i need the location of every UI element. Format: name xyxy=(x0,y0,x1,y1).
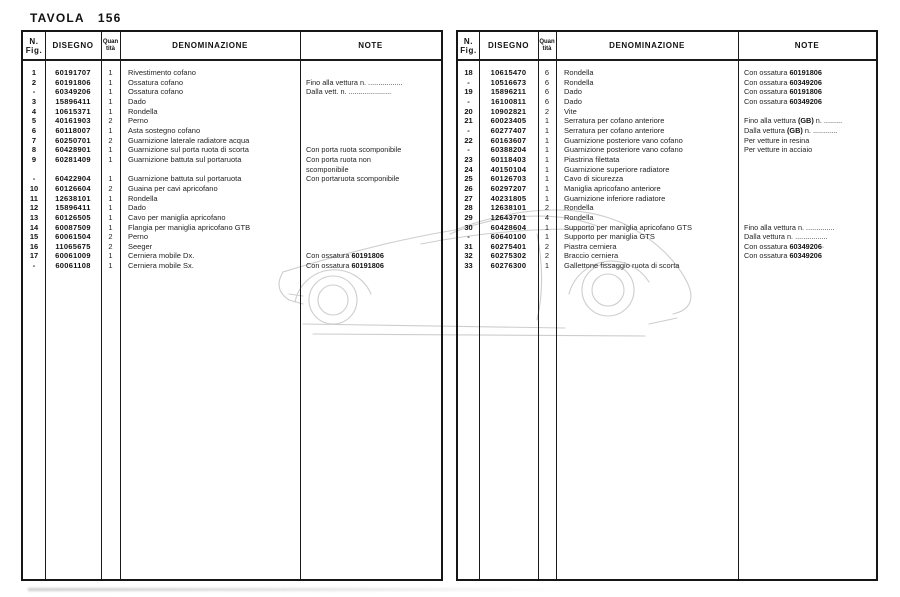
disegno-cell: 10516673 xyxy=(490,77,527,87)
column-header-note-label: NOTE xyxy=(794,41,820,50)
table-row xyxy=(23,261,441,271)
fig-cell: 23 xyxy=(464,154,473,164)
denomination-cell: Supporto per maniglia apricofano GTS xyxy=(564,222,692,232)
note-cell xyxy=(738,107,876,117)
column-header-denominazione-label: DENOMINAZIONE xyxy=(172,41,248,50)
denomination-cell: Cerniera mobile Dx. xyxy=(128,251,195,261)
note-cell xyxy=(738,155,876,165)
qty-cell: 1 xyxy=(544,232,550,242)
denomination-cell: Cavo per maniglia apricofano xyxy=(128,212,226,222)
denomination-cell: Cerniera mobile Sx. xyxy=(128,261,194,271)
note-cell xyxy=(300,126,441,136)
column-header-denominazione xyxy=(120,32,300,59)
qty-cell: 1 xyxy=(544,154,550,164)
qty-cell: 1 xyxy=(544,135,550,145)
table-row xyxy=(23,126,441,136)
disegno-cell: 60191707 xyxy=(55,68,91,77)
fig-cell: 3 xyxy=(31,96,37,106)
table-row xyxy=(458,213,876,223)
fig-cell: 27 xyxy=(464,193,473,203)
denomination-cell: Rondella xyxy=(564,212,594,222)
table-row xyxy=(23,116,441,126)
qty-cell: 1 xyxy=(544,174,550,184)
fig-cell: 22 xyxy=(464,135,473,145)
column-header-qty xyxy=(538,32,556,59)
note-cell: Per vetture in acciaio xyxy=(744,145,813,155)
qty-cell: 1 xyxy=(108,212,113,222)
fig-cell: 13 xyxy=(29,212,39,222)
note-cell xyxy=(738,174,876,184)
column-header-qty-line2: tità xyxy=(542,45,552,52)
table-row xyxy=(458,155,876,165)
note-cell: Con ossatura 60191806 xyxy=(744,87,822,97)
page-title: TAVOLA 156 xyxy=(30,11,122,25)
denomination-cell: Perno xyxy=(128,232,149,242)
table-row xyxy=(458,145,876,155)
note-cell: Fino alla vettura n. .............. xyxy=(744,222,835,232)
disegno-cell: 60428901 xyxy=(55,145,91,155)
table-row xyxy=(23,174,441,184)
table-row xyxy=(458,107,876,117)
column-header-disegno xyxy=(479,32,538,59)
note-cell xyxy=(300,213,441,223)
note-cell xyxy=(300,116,441,126)
table-row xyxy=(23,68,441,78)
fig-cell: 12 xyxy=(29,203,39,213)
note-cell: Con porta ruota scomponibile xyxy=(306,145,402,155)
fig-cell: 30 xyxy=(464,222,473,232)
parts-table-right xyxy=(456,30,878,581)
disegno-cell: 60061108 xyxy=(55,261,91,271)
table-row xyxy=(23,242,441,252)
disegno-cell: 60297207 xyxy=(490,183,527,193)
column-header-fig-line2: Fig. xyxy=(25,45,43,55)
note-cell xyxy=(300,223,441,233)
denomination-cell: Guarnizione battuta sul portaruota xyxy=(128,154,242,164)
disegno-cell: 60061009 xyxy=(55,251,91,261)
table-row xyxy=(458,78,876,88)
table-row xyxy=(23,136,441,146)
qty-cell: 1 xyxy=(544,145,550,155)
table-row xyxy=(23,194,441,204)
qty-cell: 2 xyxy=(544,106,550,116)
denomination-cell: Braccio cerniera xyxy=(564,251,619,261)
denomination-cell: Dado xyxy=(564,87,582,97)
disegno-cell: 60275302 xyxy=(490,251,527,261)
denomination-cell: Guarnizione superiore radiatore xyxy=(564,164,670,174)
table-row xyxy=(458,126,876,136)
fig-cell: - xyxy=(467,125,470,135)
note-cell xyxy=(738,203,876,213)
disegno-cell xyxy=(45,165,101,175)
disegno-cell: 60191806 xyxy=(55,77,91,87)
table-row xyxy=(458,184,876,194)
denomination-cell: Guarnizione posteriore vano cofano xyxy=(564,145,683,155)
fig-cell: - xyxy=(467,232,470,242)
fig-cell: 31 xyxy=(464,241,473,251)
fig-cell: 2 xyxy=(31,77,37,87)
note-cell: Fino alla vettura (GB) n. ......... xyxy=(744,116,843,126)
disegno-cell: 10902821 xyxy=(490,106,527,116)
denomination-cell: Seeger xyxy=(128,241,153,251)
fig-cell: 16 xyxy=(29,241,39,251)
qty-cell: 1 xyxy=(108,106,113,116)
fig-cell: 20 xyxy=(464,106,473,116)
qty-cell: 1 xyxy=(108,68,113,77)
denomination-cell: Dado xyxy=(128,96,146,106)
disegno-cell: 60277407 xyxy=(490,125,527,135)
note-cell: Con porta ruota non xyxy=(306,154,371,164)
table-row xyxy=(23,184,441,194)
qty-cell: 6 xyxy=(544,77,550,87)
note-cell xyxy=(300,232,441,242)
denomination-cell: Guarnizione sul porta ruota di scorta xyxy=(128,145,249,155)
qty-cell: 4 xyxy=(544,212,550,222)
table-row xyxy=(23,232,441,242)
disegno-cell: 60388204 xyxy=(490,145,527,155)
table-row xyxy=(23,107,441,117)
qty-cell xyxy=(101,165,120,175)
qty-cell: 1 xyxy=(108,251,113,261)
fig-cell: 6 xyxy=(31,125,37,135)
denomination-cell: Rondella xyxy=(128,193,158,203)
qty-cell: 1 xyxy=(108,203,113,213)
denomination-cell: Guaina per cavi apricofano xyxy=(128,183,218,193)
disegno-cell: 12643701 xyxy=(490,212,527,222)
table-row xyxy=(23,155,441,165)
note-cell: Dalla vettura n. ................ xyxy=(744,232,828,242)
disegno-cell: 60281409 xyxy=(55,154,91,164)
qty-cell: 1 xyxy=(544,125,550,135)
disegno-cell: 60126703 xyxy=(490,174,527,184)
denomination-cell: Asta sostegno cofano xyxy=(128,125,201,135)
table-row xyxy=(23,87,441,97)
table-row xyxy=(458,194,876,204)
qty-cell: 1 xyxy=(544,222,550,232)
column-header-fig-line1: N. xyxy=(29,36,39,46)
column-header-fig-line2: Fig. xyxy=(460,45,477,55)
disegno-cell: 60163607 xyxy=(490,135,527,145)
qty-cell: 6 xyxy=(544,96,550,106)
fig-cell: 18 xyxy=(464,68,473,77)
note-cell xyxy=(300,107,441,117)
note-cell xyxy=(300,203,441,213)
disegno-cell: 60276300 xyxy=(490,261,527,271)
denomination-cell: Dado xyxy=(128,203,146,213)
fig-cell: 33 xyxy=(464,261,473,271)
fig-cell: 15 xyxy=(29,232,39,242)
qty-cell: 2 xyxy=(544,251,550,261)
note-cell: Con portaruota scomponibile xyxy=(306,174,400,184)
fig-cell: 28 xyxy=(464,203,473,213)
qty-cell: 2 xyxy=(108,135,113,145)
fig-cell: - xyxy=(467,77,470,87)
qty-cell: 1 xyxy=(108,87,113,97)
qty-cell: 1 xyxy=(108,96,113,106)
denomination-cell: Rondella xyxy=(564,203,594,213)
parts-table-left xyxy=(21,30,443,581)
qty-cell: 2 xyxy=(108,232,113,242)
qty-cell: 1 xyxy=(108,261,113,271)
denomination-cell: Serratura per cofano anteriore xyxy=(564,125,665,135)
table-body xyxy=(23,61,441,579)
note-cell: Dalla vettura (GB) n. ............ xyxy=(744,125,838,135)
fig-cell: 29 xyxy=(464,212,473,222)
fig-cell: 9 xyxy=(31,154,37,164)
denomination-cell: Piastra cerniera xyxy=(564,241,617,251)
qty-cell: 1 xyxy=(544,116,550,126)
denomination-cell: Gallettone fissaggio ruota di scorta xyxy=(564,261,680,271)
disegno-cell: 11065675 xyxy=(55,241,91,251)
fig-cell: 32 xyxy=(464,251,473,261)
denomination-cell: Guarnizione inferiore radiatore xyxy=(564,193,666,203)
note-cell: Con ossatura 60349206 xyxy=(744,96,822,106)
fig-cell: 25 xyxy=(464,174,473,184)
qty-cell: 2 xyxy=(544,241,550,251)
qty-cell: 1 xyxy=(108,77,113,87)
table-header xyxy=(23,32,441,59)
denomination-cell: Flangia per maniglia apricofano GTB xyxy=(128,222,251,232)
denomination-cell xyxy=(120,165,300,175)
fig-cell: 1 xyxy=(31,68,37,77)
table-row xyxy=(23,251,441,261)
fig-cell: 4 xyxy=(31,106,37,116)
table-row xyxy=(458,251,876,261)
note-cell: Con ossatura 60349206 xyxy=(744,251,822,261)
qty-cell: 1 xyxy=(108,145,113,155)
disegno-cell: 40150104 xyxy=(490,164,527,174)
denomination-cell: Vite xyxy=(564,106,577,116)
disegno-cell: 12638101 xyxy=(55,193,91,203)
fig-cell: - xyxy=(467,145,470,155)
denomination-cell: Rondella xyxy=(128,106,158,116)
note-cell: Con ossatura 60349206 xyxy=(744,77,822,87)
note-cell xyxy=(300,242,441,252)
table-row xyxy=(458,87,876,97)
note-cell xyxy=(300,68,441,78)
qty-cell: 2 xyxy=(544,203,550,213)
qty-cell: 6 xyxy=(544,68,550,77)
note-cell: Con ossatura 60191806 xyxy=(306,251,384,261)
note-cell xyxy=(300,136,441,146)
table-row xyxy=(458,165,876,175)
note-cell: Con ossatura 60191806 xyxy=(306,261,384,271)
note-cell: Per vetture in resina xyxy=(744,135,810,145)
table-row xyxy=(23,78,441,88)
denomination-cell: Piastrina filettata xyxy=(564,154,620,164)
disegno-cell: 15896211 xyxy=(490,87,527,97)
qty-cell: 1 xyxy=(108,174,113,184)
qty-cell: 1 xyxy=(108,154,113,164)
scan-artifact xyxy=(28,588,568,591)
denomination-cell: Rivestimento cofano xyxy=(128,68,196,77)
qty-cell: 1 xyxy=(108,125,113,135)
table-row xyxy=(458,232,876,242)
note-cell xyxy=(738,213,876,223)
fig-cell: 21 xyxy=(464,116,473,126)
column-header-disegno-label: DISEGNO xyxy=(52,41,94,50)
fig-cell: 11 xyxy=(30,193,38,203)
column-header-denominazione-label: DENOMINAZIONE xyxy=(609,41,685,50)
column-header-fig xyxy=(458,32,479,59)
table-row xyxy=(23,165,441,175)
disegno-cell: 60640100 xyxy=(490,232,527,242)
disegno-cell: 60428604 xyxy=(490,222,527,232)
disegno-cell: 12638101 xyxy=(490,203,527,213)
table-row xyxy=(458,116,876,126)
table-row xyxy=(458,223,876,233)
fig-cell: - xyxy=(32,87,36,97)
qty-cell: 1 xyxy=(544,183,550,193)
disegno-cell: 60275401 xyxy=(490,241,527,251)
note-cell xyxy=(738,261,876,271)
denomination-cell: Guarnizione battuta sul portaruota xyxy=(128,174,242,184)
disegno-cell: 10615371 xyxy=(55,106,91,116)
qty-cell: 2 xyxy=(108,116,113,126)
fig-cell: 5 xyxy=(31,116,37,126)
qty-cell: 1 xyxy=(544,193,550,203)
qty-cell: 2 xyxy=(108,183,113,193)
column-header-fig xyxy=(23,32,45,59)
disegno-cell: 60422904 xyxy=(55,174,91,184)
disegno-cell: 60087509 xyxy=(55,222,91,232)
note-cell xyxy=(300,184,441,194)
disegno-cell: 10615470 xyxy=(490,68,527,77)
denomination-cell: Serratura per cofano anteriore xyxy=(564,116,665,126)
note-cell: Fino alla vettura n. ................. xyxy=(306,77,403,87)
qty-cell: 1 xyxy=(108,222,113,232)
table-row xyxy=(458,97,876,107)
denomination-cell: Ossatura cofano xyxy=(128,87,184,97)
column-header-qty-line1: Quan xyxy=(539,38,555,45)
column-header-qty xyxy=(101,32,120,59)
table-row xyxy=(23,97,441,107)
disegno-cell: 60349206 xyxy=(55,87,91,97)
denomination-cell: Cavo di sicurezza xyxy=(564,174,624,184)
qty-cell: 6 xyxy=(544,87,550,97)
fig-cell: 7 xyxy=(31,135,37,145)
qty-cell: 1 xyxy=(108,193,113,203)
denomination-cell: Ossatura cofano xyxy=(128,77,184,87)
column-header-note xyxy=(738,32,876,59)
disegno-cell: 60023405 xyxy=(490,116,527,126)
note-cell: Dalla vett. n. ..................... xyxy=(306,87,392,97)
table-body xyxy=(458,61,876,579)
column-header-qty-line2: tità xyxy=(106,45,115,52)
note-cell xyxy=(300,194,441,204)
column-header-disegno-label: DISEGNO xyxy=(487,41,530,50)
column-header-fig-line1: N. xyxy=(463,36,474,46)
column-header-note-label: NOTE xyxy=(358,41,383,50)
denomination-cell: Rondella xyxy=(564,77,594,87)
denomination-cell: Supporto per maniglia GTS xyxy=(564,232,655,242)
disegno-cell: 60061504 xyxy=(55,232,91,242)
fig-cell: 17 xyxy=(29,251,39,261)
denomination-cell: Guarnizione posteriore vano cofano xyxy=(564,135,683,145)
denomination-cell: Maniglia apricofano anteriore xyxy=(564,183,661,193)
table-header xyxy=(458,32,876,59)
fig-cell xyxy=(23,165,45,175)
column-header-denominazione xyxy=(556,32,738,59)
note-cell xyxy=(300,97,441,107)
qty-cell: 1 xyxy=(544,261,550,271)
disegno-cell: 15896411 xyxy=(55,96,91,106)
note-cell: Con ossatura 60349206· xyxy=(744,241,825,251)
table-row xyxy=(458,203,876,213)
table-row xyxy=(458,136,876,146)
fig-cell: 14 xyxy=(29,222,39,232)
qty-cell: 1 xyxy=(544,164,550,174)
disegno-cell: 40231805 xyxy=(490,193,527,203)
disegno-cell: 60118007 xyxy=(55,125,91,135)
table-row xyxy=(23,145,441,155)
table-row xyxy=(23,213,441,223)
note-cell xyxy=(738,165,876,175)
denomination-cell: Perno xyxy=(128,116,149,126)
disegno-cell: 60126604 xyxy=(55,183,91,193)
disegno-cell: 40161903 xyxy=(55,116,91,126)
fig-cell: 8 xyxy=(31,145,37,155)
table-row xyxy=(458,261,876,271)
fig-cell: - xyxy=(32,174,36,184)
note-cell xyxy=(738,184,876,194)
table-row xyxy=(23,223,441,233)
note-cell: scomponibile xyxy=(306,164,349,174)
denomination-cell: Guarnizione laterale radiatore acqua xyxy=(128,135,250,145)
disegno-cell: 15896411 xyxy=(55,203,91,213)
column-header-qty-line1: Quan xyxy=(102,38,119,45)
fig-cell: 24 xyxy=(464,164,473,174)
fig-cell: - xyxy=(32,261,36,271)
note-cell: Con ossatura 60191806 xyxy=(744,68,822,77)
disegno-cell: 16100811 xyxy=(490,96,527,106)
qty-cell: 2 xyxy=(108,241,113,251)
fig-cell: 10 xyxy=(29,183,39,193)
fig-cell: - xyxy=(467,96,470,106)
disegno-cell: 60118403 xyxy=(490,154,527,164)
disegno-cell: 60250701 xyxy=(55,135,91,145)
disegno-cell: 60126505 xyxy=(55,212,91,222)
denomination-cell: Dado xyxy=(564,96,582,106)
denomination-cell: Rondella xyxy=(564,68,594,77)
column-header-note xyxy=(300,32,441,59)
column-header-disegno xyxy=(45,32,101,59)
fig-cell: 26 xyxy=(464,183,473,193)
note-cell xyxy=(738,194,876,204)
table-row xyxy=(23,203,441,213)
table-row xyxy=(458,174,876,184)
table-row xyxy=(458,68,876,78)
table-row xyxy=(458,242,876,252)
fig-cell: 19 xyxy=(464,87,473,97)
